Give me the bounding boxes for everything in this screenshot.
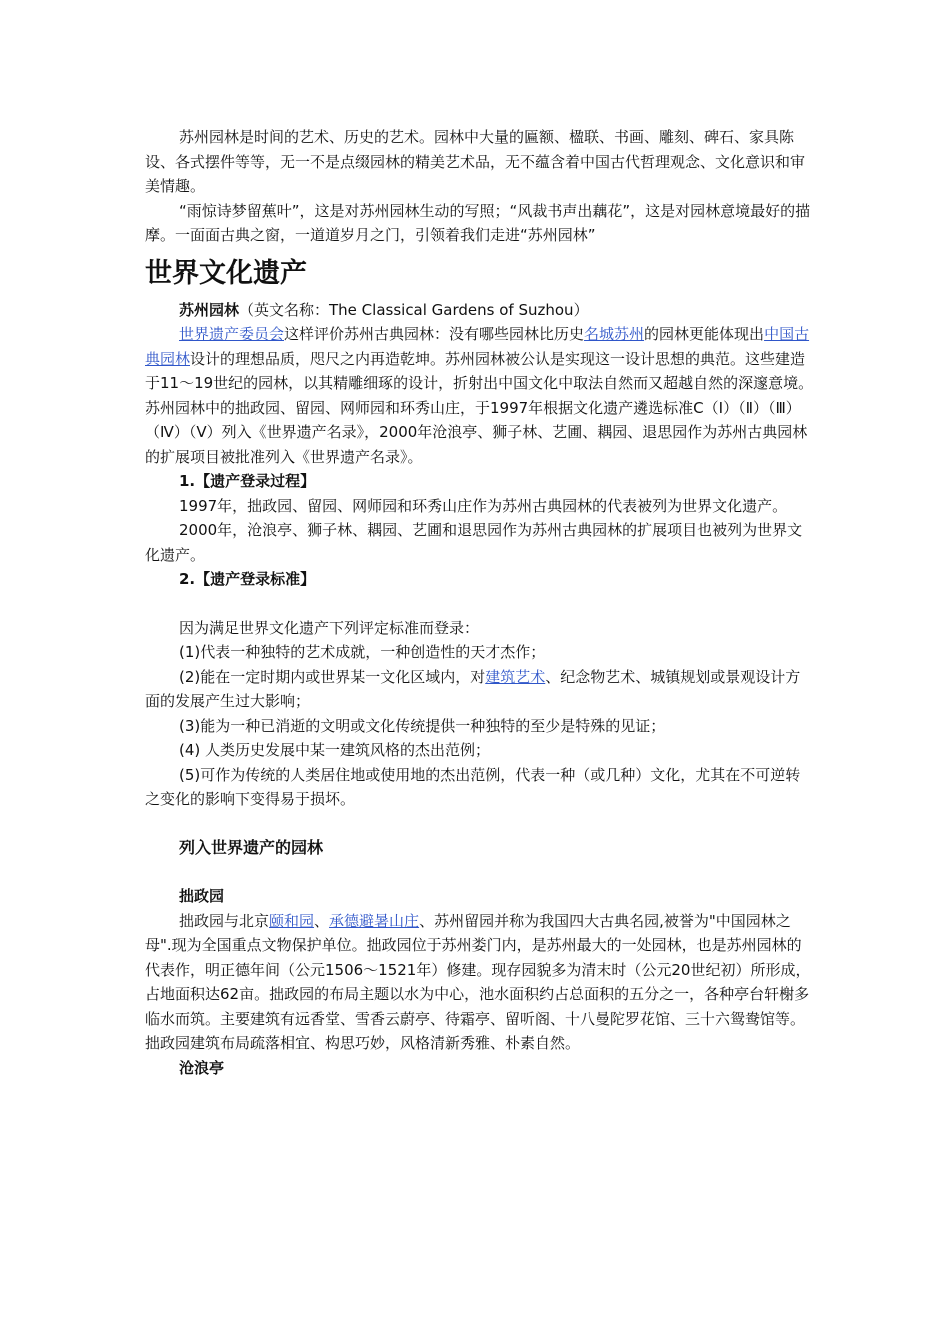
intro-paragraph-1: 苏州园林是时间的艺术、历史的艺术。园林中大量的匾额、楹联、书画、雕刻、碑石、家具陈设、各式摆件等等，无一不是点缀园林的精美艺术品，无不蕴含着中国古代哲理观念、文化意识和审美情趣。	[145, 128, 806, 195]
section1-title: 1.【遗产登录过程】	[179, 472, 316, 490]
criteria-lead: 因为满足世界文化遗产下列评定标准而登录：	[179, 618, 480, 637]
garden-paragraph-zhuozheng: 拙政园与北京颐和园、承德避暑山庄、苏州留园并称为我国四大古典名园,被誉为"中国园林之母".现为全国重点文物保护单位。拙政园位于苏州娄门内，是苏州最大的一处园林，也是苏州园林的代表作，明正德年间（公元1506～1521年）修建。现存园貌多为清末时（公元20世纪初）所形成，占地面积达62亩。拙政园的布局主题以水为中心，池水面积约占总面积的五分之一，各种亭台轩榭多临水而筑。主要建筑有远香堂、雪香云蔚亭、待霜亭、留听阁、十八曼陀罗花馆、三十六鸳鸯馆等。拙政园建筑布局疏落相宜、构思巧妙，风格清新秀雅、朴素自然。	[145, 911, 811, 1052]
garden-name-line	[145, 298, 815, 323]
garden-title-canglang: 沧浪亭	[179, 1058, 225, 1077]
link-chengde-mountain-resort[interactable]: 承德避暑山庄	[329, 911, 420, 930]
garden-title-zhuozheng: 拙政园	[179, 887, 225, 905]
section2-title: 2.【遗产登录标准】	[179, 570, 316, 588]
spacer	[145, 812, 815, 836]
link-chinese-classical-garden[interactable]: 中国古典园林	[145, 325, 810, 368]
criterion-5: (5)可作为传统的人类居住地或使用地的杰出范例，代表一种（或几种）文化，尤其在不可逆转之变化的影响下变得易于损坏。	[145, 765, 801, 808]
criterion-2: (2)能在一定时期内或世界某一文化区域内，对建筑艺术、纪念物艺术、城镇规划或景观设计方面的发展产生过大影响；	[145, 667, 801, 710]
garden-name-bold: 苏州园林	[179, 300, 240, 319]
spacer	[145, 860, 815, 884]
criterion-4: (4) 人类历史发展中某一建筑风格的杰出范例；	[179, 741, 491, 759]
link-world-heritage-committee[interactable]: 世界遗产委员会	[179, 325, 285, 343]
spacer	[145, 592, 815, 616]
gardens-list-title: 列入世界遗产的园林	[179, 837, 324, 857]
criterion-3: (3)能为一种已消逝的文明或文化传统提供一种独特的至少是特殊的见证；	[179, 716, 666, 735]
document-body	[145, 125, 815, 1080]
link-summer-palace[interactable]: 颐和园	[269, 911, 315, 930]
intro-paragraph-2: “雨惊诗梦留蕉叶”，这是对苏州园林生动的写照；“风裁书声出藕花”，这是对园林意境最好的描摩。一面面古典之窗，一道道岁月之门，引领着我们走进“苏州园林”	[145, 201, 811, 244]
section1-paragraph-1: 1997年，拙政园、留园、网师园和环秀山庄作为苏州古典园林的代表被列为世界文化遗产。	[179, 496, 788, 515]
section-heading: 世界文化遗产	[145, 257, 307, 289]
link-historic-city-suzhou[interactable]: 名城苏州	[584, 325, 645, 343]
section1-paragraph-2: 2000年，沧浪亭、狮子林、耦园、艺圃和退思园作为苏州古典园林的扩展项目也被列为世界文化遗产。	[145, 521, 803, 564]
garden-english-name: （英文名称：The Classical Gardens of Suzhou）	[239, 300, 589, 319]
description-paragraph: 世界遗产委员会这样评价苏州古典园林：没有哪些园林比历史名城苏州的园林更能体现出中国古典园林设计的理想品质，咫尺之内再造乾坤。苏州园林被公认是实现这一设计思想的典范。这些建造于11～19世纪的园林，以其精雕细琢的设计，折射出中国文化中取法自然而又超越自然的深邃意境。苏州园林中的拙政园、留园、网师园和环秀山庄，于1997年根据文化遗产遴选标准C（Ⅰ）（Ⅱ）（Ⅲ）（Ⅳ）（Ⅴ）列入《世界遗产名录》，2000年沧浪亭、狮子林、艺圃、耦园、退思园作为苏州古典园林的扩展项目被批准列入《世界遗产名录》。	[145, 325, 814, 466]
criterion-1: (1)代表一种独特的艺术成就，一种创造性的天才杰作；	[179, 643, 546, 661]
link-architecture-art[interactable]: 建筑艺术	[485, 667, 546, 686]
